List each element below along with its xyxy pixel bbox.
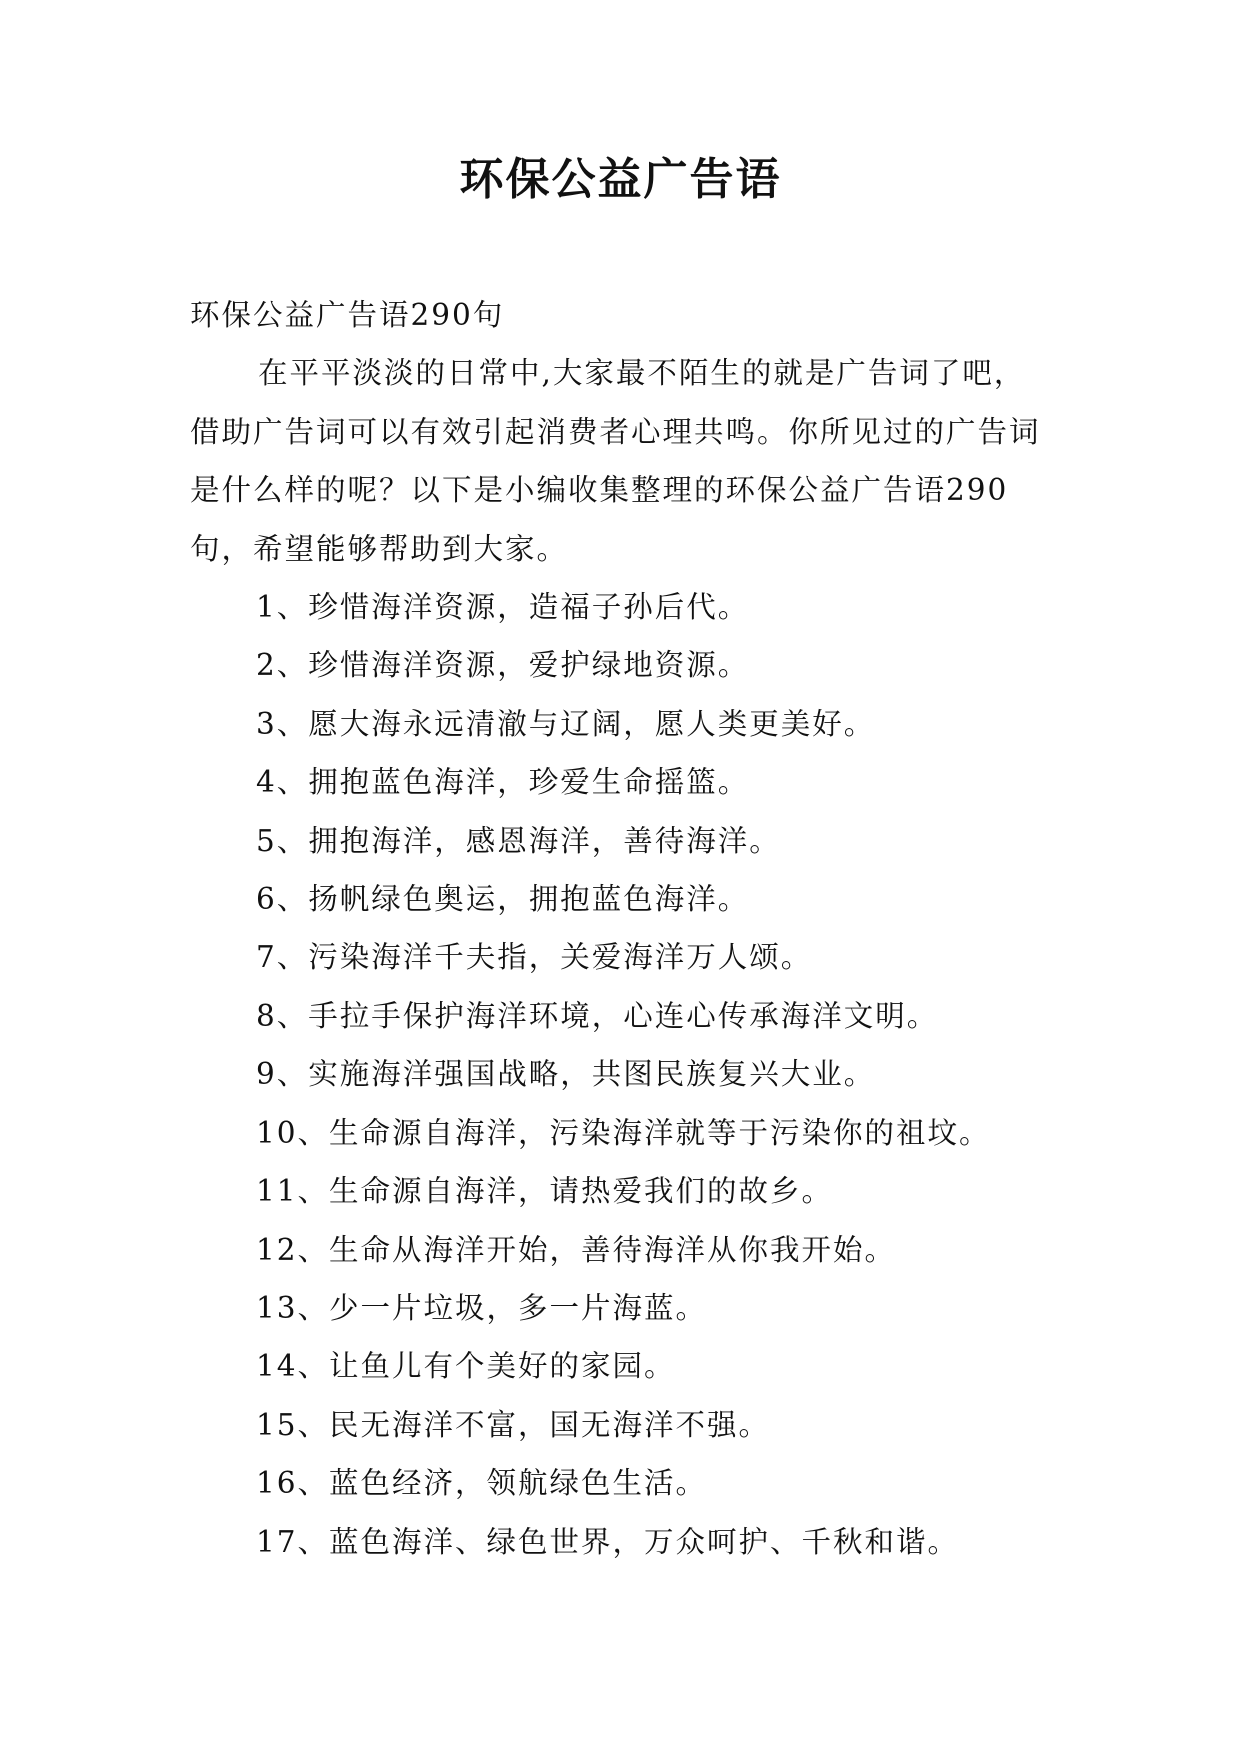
slogan-item: 10、生命源自海洋，污染海洋就等于污染你的祖坟。 [256, 1115, 991, 1150]
slogan-item: 4、拥抱蓝色海洋，珍爱生命摇篮。 [256, 765, 750, 800]
slogan-item: 3、愿大海永远清澈与辽阔，愿人类更美好。 [256, 706, 876, 741]
slogan-item: 16、蓝色经济，领航绿色生活。 [256, 1466, 708, 1501]
slogan-item: 6、扬帆绿色奥运，拥抱蓝色海洋。 [256, 882, 750, 917]
slogan-item: 15、民无海洋不富，国无海洋不强。 [256, 1407, 771, 1442]
slogan-item: 5、拥抱海洋，感恩海洋，善待海洋。 [256, 823, 781, 858]
slogan-item: 17、蓝色海洋、绿色世界，万众呵护、千秋和谐。 [256, 1524, 960, 1559]
slogan-item: 1、珍惜海洋资源，造福子孙后代。 [256, 590, 750, 625]
document-subtitle: 环保公益广告语290句 [190, 298, 505, 332]
slogan-item: 9、实施海洋强国战略，共图民族复兴大业。 [256, 1057, 876, 1092]
slogan-item: 2、珍惜海洋资源，爱护绿地资源。 [256, 648, 750, 683]
slogan-item: 11、生命源自海洋，请热爱我们的故乡。 [256, 1174, 834, 1209]
slogan-item: 13、少一片垃圾，多一片海蓝。 [256, 1290, 708, 1325]
document-title: 环保公益广告语 [459, 154, 782, 205]
document-body [190, 286, 1050, 1571]
slogan-item: 14、让鱼儿有个美好的家园。 [256, 1349, 676, 1384]
slogan-item: 8、手拉手保护海洋环境，心连心传承海洋文明。 [256, 998, 939, 1033]
slogan-item: 12、生命从海洋开始，善待海洋从你我开始。 [256, 1232, 897, 1267]
slogan-item: 7、污染海洋千夫指，关爱海洋万人颂。 [256, 940, 813, 975]
intro-paragraph: 在平平淡淡的日常中,大家最不陌生的就是广告词了吧，借助广告词可以有效引起消费者心理共鸣。你所见过的广告词是什么样的呢？以下是小编收集整理的环保公益广告语290句，希望能够帮助到大家。 [190, 356, 1041, 566]
